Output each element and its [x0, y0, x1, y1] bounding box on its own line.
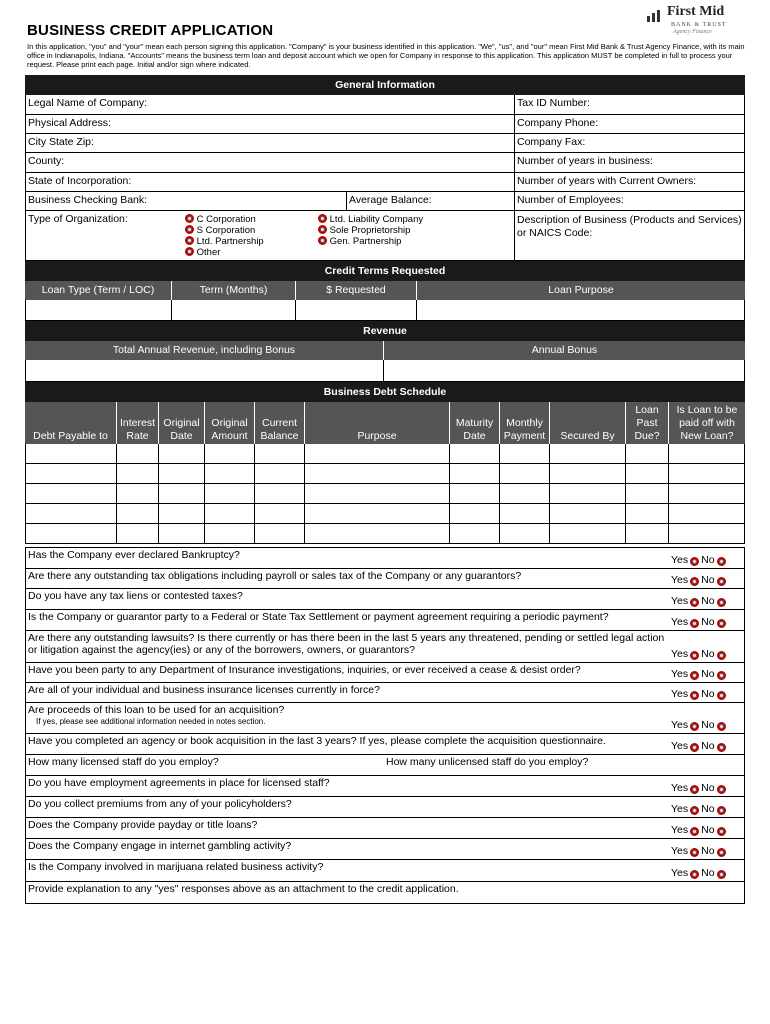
debt-cell-input[interactable]: [669, 464, 745, 483]
question-text: Does the Company provide payday or title loans?: [28, 819, 258, 831]
loan-type-input[interactable]: [26, 300, 172, 320]
question-row: [25, 569, 745, 589]
question-row: [25, 703, 745, 734]
organization-options-col2: [318, 213, 423, 258]
radio-icon[interactable]: [717, 651, 726, 660]
radio-icon[interactable]: [185, 236, 194, 245]
no-label: No: [701, 740, 715, 752]
years-current-owners-field[interactable]: Number of years with Current Owners:: [517, 175, 697, 187]
no-label: No: [701, 688, 715, 700]
revenue-row: [25, 360, 745, 382]
explanation-row: [25, 882, 745, 904]
column-header: Loan Past Due?: [626, 402, 669, 444]
yes-label: Yes: [671, 574, 689, 586]
debt-cell-input[interactable]: [159, 504, 205, 523]
yes-no-choice[interactable]: [671, 569, 744, 588]
debt-cell-input[interactable]: [305, 524, 450, 543]
question-text: Have you been party to any Department of Insurance investigations, inquiries, or ever received a cease & desist order?: [28, 664, 581, 676]
loan-purpose-input[interactable]: [417, 300, 745, 320]
logo-name: First Mid: [667, 4, 725, 19]
intro-text: In this application, "you" and "your" mean each person signing this application. "Company" is your business identified in this application. "We", "us", and "our" mean First Mid Bank & Trust Agency Finance, with its main office in Indianapolis, Indiana. "Accounts" means the business term loan and deposit account which we open for Company in response to this application. This application MUST be completed in full to process your request. Please print each page. Initial and/or sign where indicated.: [27, 42, 745, 69]
debt-cell-input[interactable]: [305, 444, 450, 463]
radio-icon[interactable]: [690, 557, 699, 566]
radio-icon[interactable]: [690, 743, 699, 752]
radio-icon[interactable]: [717, 848, 726, 857]
debt-cell-input[interactable]: [159, 464, 205, 483]
org-option[interactable]: Gen. Partnership: [318, 236, 423, 247]
debt-cell-input[interactable]: [26, 484, 117, 503]
radio-icon[interactable]: [690, 870, 699, 879]
licensed-staff-field[interactable]: How many licensed staff do you employ?: [28, 756, 219, 768]
question-text: Is the Company involved in marijuana related business activity?: [28, 861, 324, 873]
gi-row: [26, 115, 744, 134]
radio-icon[interactable]: [690, 722, 699, 731]
radio-icon[interactable]: [185, 214, 194, 223]
question-text: Are there any outstanding tax obligations including payroll or sales tax of the Company or any guarantors?: [28, 570, 522, 582]
radio-icon[interactable]: [690, 619, 699, 628]
radio-icon[interactable]: [717, 557, 726, 566]
org-option[interactable]: Other: [185, 247, 318, 258]
column-header: Annual Bonus: [384, 341, 745, 360]
debt-cell-input[interactable]: [305, 504, 450, 523]
debt-cell-input[interactable]: [305, 484, 450, 503]
question-row: [25, 631, 745, 663]
debt-schedule-body: [25, 444, 745, 544]
no-label: No: [701, 803, 715, 815]
yes-label: Yes: [671, 648, 689, 660]
column-header: Secured By: [550, 402, 626, 444]
no-label: No: [701, 719, 715, 731]
debt-cell-input[interactable]: [117, 464, 159, 483]
yes-label: Yes: [671, 845, 689, 857]
unlicensed-staff-field[interactable]: How many unlicensed staff do you employ?: [386, 756, 589, 768]
yes-label: Yes: [671, 688, 689, 700]
yes-label: Yes: [671, 740, 689, 752]
debt-cell-input[interactable]: [255, 504, 305, 523]
debt-cell-input[interactable]: [159, 444, 205, 463]
question-row: [25, 683, 745, 703]
debt-cell-input[interactable]: [26, 524, 117, 543]
column-header: Loan Purpose: [417, 281, 745, 300]
debt-cell-input[interactable]: [450, 484, 500, 503]
question-row: [25, 818, 745, 839]
column-header: Original Amount: [205, 402, 255, 444]
debt-cell-input[interactable]: [205, 444, 255, 463]
yes-no-choice[interactable]: [671, 776, 744, 796]
general-info-heading: General Information: [25, 75, 745, 95]
debt-cell-input[interactable]: [500, 464, 550, 483]
tax-id-field[interactable]: Tax ID Number:: [517, 97, 590, 109]
radio-icon[interactable]: [717, 722, 726, 731]
business-description-field[interactable]: Description of Business (Products and Services) or NAICS Code:: [517, 214, 742, 239]
debt-cell-input[interactable]: [500, 444, 550, 463]
org-option[interactable]: Ltd. Liability Company: [318, 214, 423, 225]
bank-logo: [645, 4, 740, 38]
debt-cell-input[interactable]: [450, 524, 500, 543]
revenue-heading: Revenue: [25, 321, 745, 341]
yes-no-choice[interactable]: [671, 797, 744, 817]
radio-icon[interactable]: [318, 225, 327, 234]
debt-cell-input[interactable]: [117, 444, 159, 463]
debt-cell-input[interactable]: [550, 504, 626, 523]
radio-icon[interactable]: [717, 671, 726, 680]
radio-icon[interactable]: [690, 691, 699, 700]
debt-cell-input[interactable]: [550, 464, 626, 483]
yes-no-choice[interactable]: [671, 734, 744, 754]
radio-icon[interactable]: [690, 598, 699, 607]
radio-icon[interactable]: [717, 785, 726, 794]
no-label: No: [701, 595, 715, 607]
question-text: Are proceeds of this loan to be used for an acquisition?: [28, 704, 285, 716]
radio-icon[interactable]: [717, 743, 726, 752]
credit-terms-row: [25, 300, 745, 321]
column-header: Term (Months): [172, 281, 296, 300]
debt-cell-input[interactable]: [626, 484, 669, 503]
debt-cell-input[interactable]: [450, 444, 500, 463]
column-header: Monthly Payment: [500, 402, 550, 444]
column-header: $ Requested: [296, 281, 417, 300]
org-option[interactable]: Ltd. Partnership: [185, 236, 318, 247]
yes-no-choice[interactable]: [671, 663, 744, 682]
yes-label: Yes: [671, 668, 689, 680]
debt-row: [25, 524, 745, 544]
no-label: No: [701, 554, 715, 566]
question-text: Do you collect premiums from any of your policyholders?: [28, 798, 292, 810]
debt-cell-input[interactable]: [669, 444, 745, 463]
debt-cell-input[interactable]: [255, 524, 305, 543]
city-state-zip-field[interactable]: City State Zip:: [26, 134, 515, 152]
years-in-business-field[interactable]: Number of years in business:: [517, 155, 653, 167]
debt-cell-input[interactable]: [26, 444, 117, 463]
organization-type-label: Type of Organization:: [28, 213, 128, 225]
debt-row: [25, 484, 745, 504]
checking-bank-field[interactable]: Business Checking Bank:: [26, 192, 347, 210]
question-text: Are there any outstanding lawsuits? Is there currently or has there been in the last 5 years any threatened, pending or settled legal action or litigation against the agency(ies) or any of the borrowers, owners, or guarantors?: [28, 632, 665, 656]
questionnaire: [25, 547, 745, 904]
no-label: No: [701, 574, 715, 586]
question-row: [25, 548, 745, 569]
company-fax-field[interactable]: Company Fax:: [517, 136, 586, 148]
question-text: Do you have any tax liens or contested taxes?: [28, 590, 243, 602]
question-row: [25, 797, 745, 818]
question-row: [25, 589, 745, 610]
no-label: No: [701, 867, 715, 879]
question-text: Do you have employment agreements in place for licensed staff?: [28, 777, 330, 789]
question-text: Is the Company or guarantor party to a Federal or State Tax Settlement or payment agreement requiring a periodic payment?: [28, 611, 609, 623]
radio-icon[interactable]: [717, 619, 726, 628]
acquisition-note: If yes, please see additional information needed in notes section.: [36, 717, 266, 726]
bank-logo-icon: [647, 10, 664, 22]
debt-cell-input[interactable]: [626, 464, 669, 483]
total-revenue-input[interactable]: [26, 360, 384, 381]
org-option[interactable]: C Corporation: [185, 214, 318, 225]
column-header: Original Date: [159, 402, 205, 444]
question-row: [25, 610, 745, 631]
debt-cell-input[interactable]: [500, 524, 550, 543]
annual-bonus-input[interactable]: [384, 360, 745, 381]
gi-row: [26, 192, 744, 211]
yes-no-choice[interactable]: [671, 589, 744, 609]
question-row: [25, 734, 745, 755]
yes-no-choice[interactable]: [671, 703, 744, 733]
question-row: [25, 860, 745, 882]
debt-row: [25, 444, 745, 464]
radio-icon[interactable]: [690, 827, 699, 836]
debt-cell-input[interactable]: [450, 464, 500, 483]
yes-no-choice[interactable]: [671, 610, 744, 630]
debt-cell-input[interactable]: [669, 484, 745, 503]
debt-row: [25, 504, 745, 524]
explanation-text: Provide explanation to any "yes" responses above as an attachment to the credit application.: [28, 883, 459, 895]
employees-field[interactable]: Number of Employees:: [517, 194, 624, 206]
organization-type-cell: [26, 211, 515, 260]
debt-cell-input[interactable]: [159, 484, 205, 503]
state-of-incorporation-field[interactable]: State of Incorporation:: [26, 173, 515, 191]
company-phone-field[interactable]: Company Phone:: [517, 117, 599, 129]
radio-icon[interactable]: [717, 598, 726, 607]
debt-cell-input[interactable]: [255, 484, 305, 503]
column-header: Current Balance: [255, 402, 305, 444]
debt-schedule-header: [25, 402, 745, 444]
logo-sub2: Agency Finance: [673, 29, 712, 35]
radio-icon[interactable]: [717, 806, 726, 815]
application-form: [25, 75, 745, 904]
radio-icon[interactable]: [690, 848, 699, 857]
no-label: No: [701, 782, 715, 794]
column-header: Loan Type (Term / LOC): [25, 281, 172, 300]
no-label: No: [701, 845, 715, 857]
debt-cell-input[interactable]: [26, 464, 117, 483]
question-row: [25, 663, 745, 683]
yes-label: Yes: [671, 803, 689, 815]
radio-icon[interactable]: [717, 870, 726, 879]
amount-requested-input[interactable]: [296, 300, 417, 320]
legal-name-field[interactable]: Legal Name of Company:: [26, 95, 515, 114]
staff-count-row: [25, 755, 745, 776]
org-option[interactable]: Sole Proprietorship: [318, 225, 423, 236]
column-header: Debt Payable to: [25, 402, 117, 444]
debt-cell-input[interactable]: [205, 484, 255, 503]
question-row: [25, 776, 745, 797]
debt-cell-input[interactable]: [117, 484, 159, 503]
radio-icon[interactable]: [185, 225, 194, 234]
revenue-header: [25, 341, 745, 360]
gi-row: [26, 95, 744, 115]
gi-row: [26, 134, 744, 153]
debt-cell-input[interactable]: [205, 524, 255, 543]
credit-terms-header: [25, 281, 745, 300]
debt-cell-input[interactable]: [255, 444, 305, 463]
yes-label: Yes: [671, 719, 689, 731]
gi-row: [26, 211, 744, 261]
no-label: No: [701, 668, 715, 680]
yes-label: Yes: [671, 782, 689, 794]
term-months-input[interactable]: [172, 300, 296, 320]
average-balance-field[interactable]: Average Balance:: [347, 192, 515, 210]
question-text: Are all of your individual and business insurance licenses currently in force?: [28, 684, 380, 696]
question-text: Have you completed an agency or book acquisition in the last 3 years? If yes, please complete the acquisition questionnaire.: [28, 735, 606, 747]
debt-cell-input[interactable]: [305, 464, 450, 483]
form-title: BUSINESS CREDIT APPLICATION: [27, 22, 274, 39]
radio-icon[interactable]: [690, 785, 699, 794]
radio-icon[interactable]: [717, 827, 726, 836]
debt-cell-input[interactable]: [550, 444, 626, 463]
debt-cell-input[interactable]: [500, 504, 550, 523]
radio-icon[interactable]: [690, 577, 699, 586]
radio-icon[interactable]: [690, 671, 699, 680]
org-option[interactable]: S Corporation: [185, 225, 318, 236]
radio-icon[interactable]: [690, 651, 699, 660]
yes-no-choice[interactable]: [671, 548, 744, 568]
question-text: Does the Company engage in internet gambling activity?: [28, 840, 292, 852]
debt-cell-input[interactable]: [669, 524, 745, 543]
column-header: Interest Rate: [117, 402, 159, 444]
debt-cell-input[interactable]: [26, 504, 117, 523]
general-info-table: [25, 95, 745, 261]
debt-cell-input[interactable]: [205, 464, 255, 483]
column-header: Total Annual Revenue, including Bonus: [25, 341, 384, 360]
radio-icon[interactable]: [717, 577, 726, 586]
radio-icon[interactable]: [717, 691, 726, 700]
debt-cell-input[interactable]: [500, 484, 550, 503]
yes-no-choice[interactable]: [671, 631, 744, 662]
no-label: No: [701, 648, 715, 660]
debt-cell-input[interactable]: [550, 484, 626, 503]
debt-cell-input[interactable]: [550, 524, 626, 543]
logo-sub: BANK & TRUST: [671, 22, 727, 28]
column-header: Maturity Date: [450, 402, 500, 444]
county-field[interactable]: County:: [26, 153, 515, 172]
credit-terms-heading: Credit Terms Requested: [25, 261, 745, 281]
no-label: No: [701, 824, 715, 836]
no-label: No: [701, 616, 715, 628]
organization-options-col1: [185, 213, 318, 258]
debt-cell-input[interactable]: [159, 524, 205, 543]
radio-icon[interactable]: [690, 806, 699, 815]
yes-label: Yes: [671, 867, 689, 879]
yes-no-choice[interactable]: [671, 839, 744, 859]
debt-cell-input[interactable]: [117, 504, 159, 523]
yes-label: Yes: [671, 824, 689, 836]
debt-cell-input[interactable]: [669, 504, 745, 523]
yes-no-choice[interactable]: [671, 860, 744, 881]
debt-schedule-heading: Business Debt Schedule: [25, 382, 745, 402]
question-row: [25, 839, 745, 860]
yes-no-choice[interactable]: [671, 683, 744, 702]
column-header: Is Loan to be paid off with New Loan?: [669, 402, 745, 444]
question-text: Has the Company ever declared Bankruptcy?: [28, 549, 240, 561]
radio-icon[interactable]: [318, 214, 327, 223]
debt-cell-input[interactable]: [117, 524, 159, 543]
gi-row: [26, 153, 744, 173]
radio-icon[interactable]: [185, 247, 194, 256]
debt-row: [25, 464, 745, 484]
gi-row: [26, 173, 744, 192]
debt-cell-input[interactable]: [626, 524, 669, 543]
radio-icon[interactable]: [318, 236, 327, 245]
debt-cell-input[interactable]: [450, 504, 500, 523]
column-header: Purpose: [305, 402, 450, 444]
yes-label: Yes: [671, 554, 689, 566]
debt-cell-input[interactable]: [205, 504, 255, 523]
yes-label: Yes: [671, 595, 689, 607]
yes-no-choice[interactable]: [671, 818, 744, 838]
physical-address-field[interactable]: Physical Address:: [26, 115, 515, 133]
debt-cell-input[interactable]: [626, 444, 669, 463]
debt-cell-input[interactable]: [626, 504, 669, 523]
debt-cell-input[interactable]: [255, 464, 305, 483]
yes-label: Yes: [671, 616, 689, 628]
